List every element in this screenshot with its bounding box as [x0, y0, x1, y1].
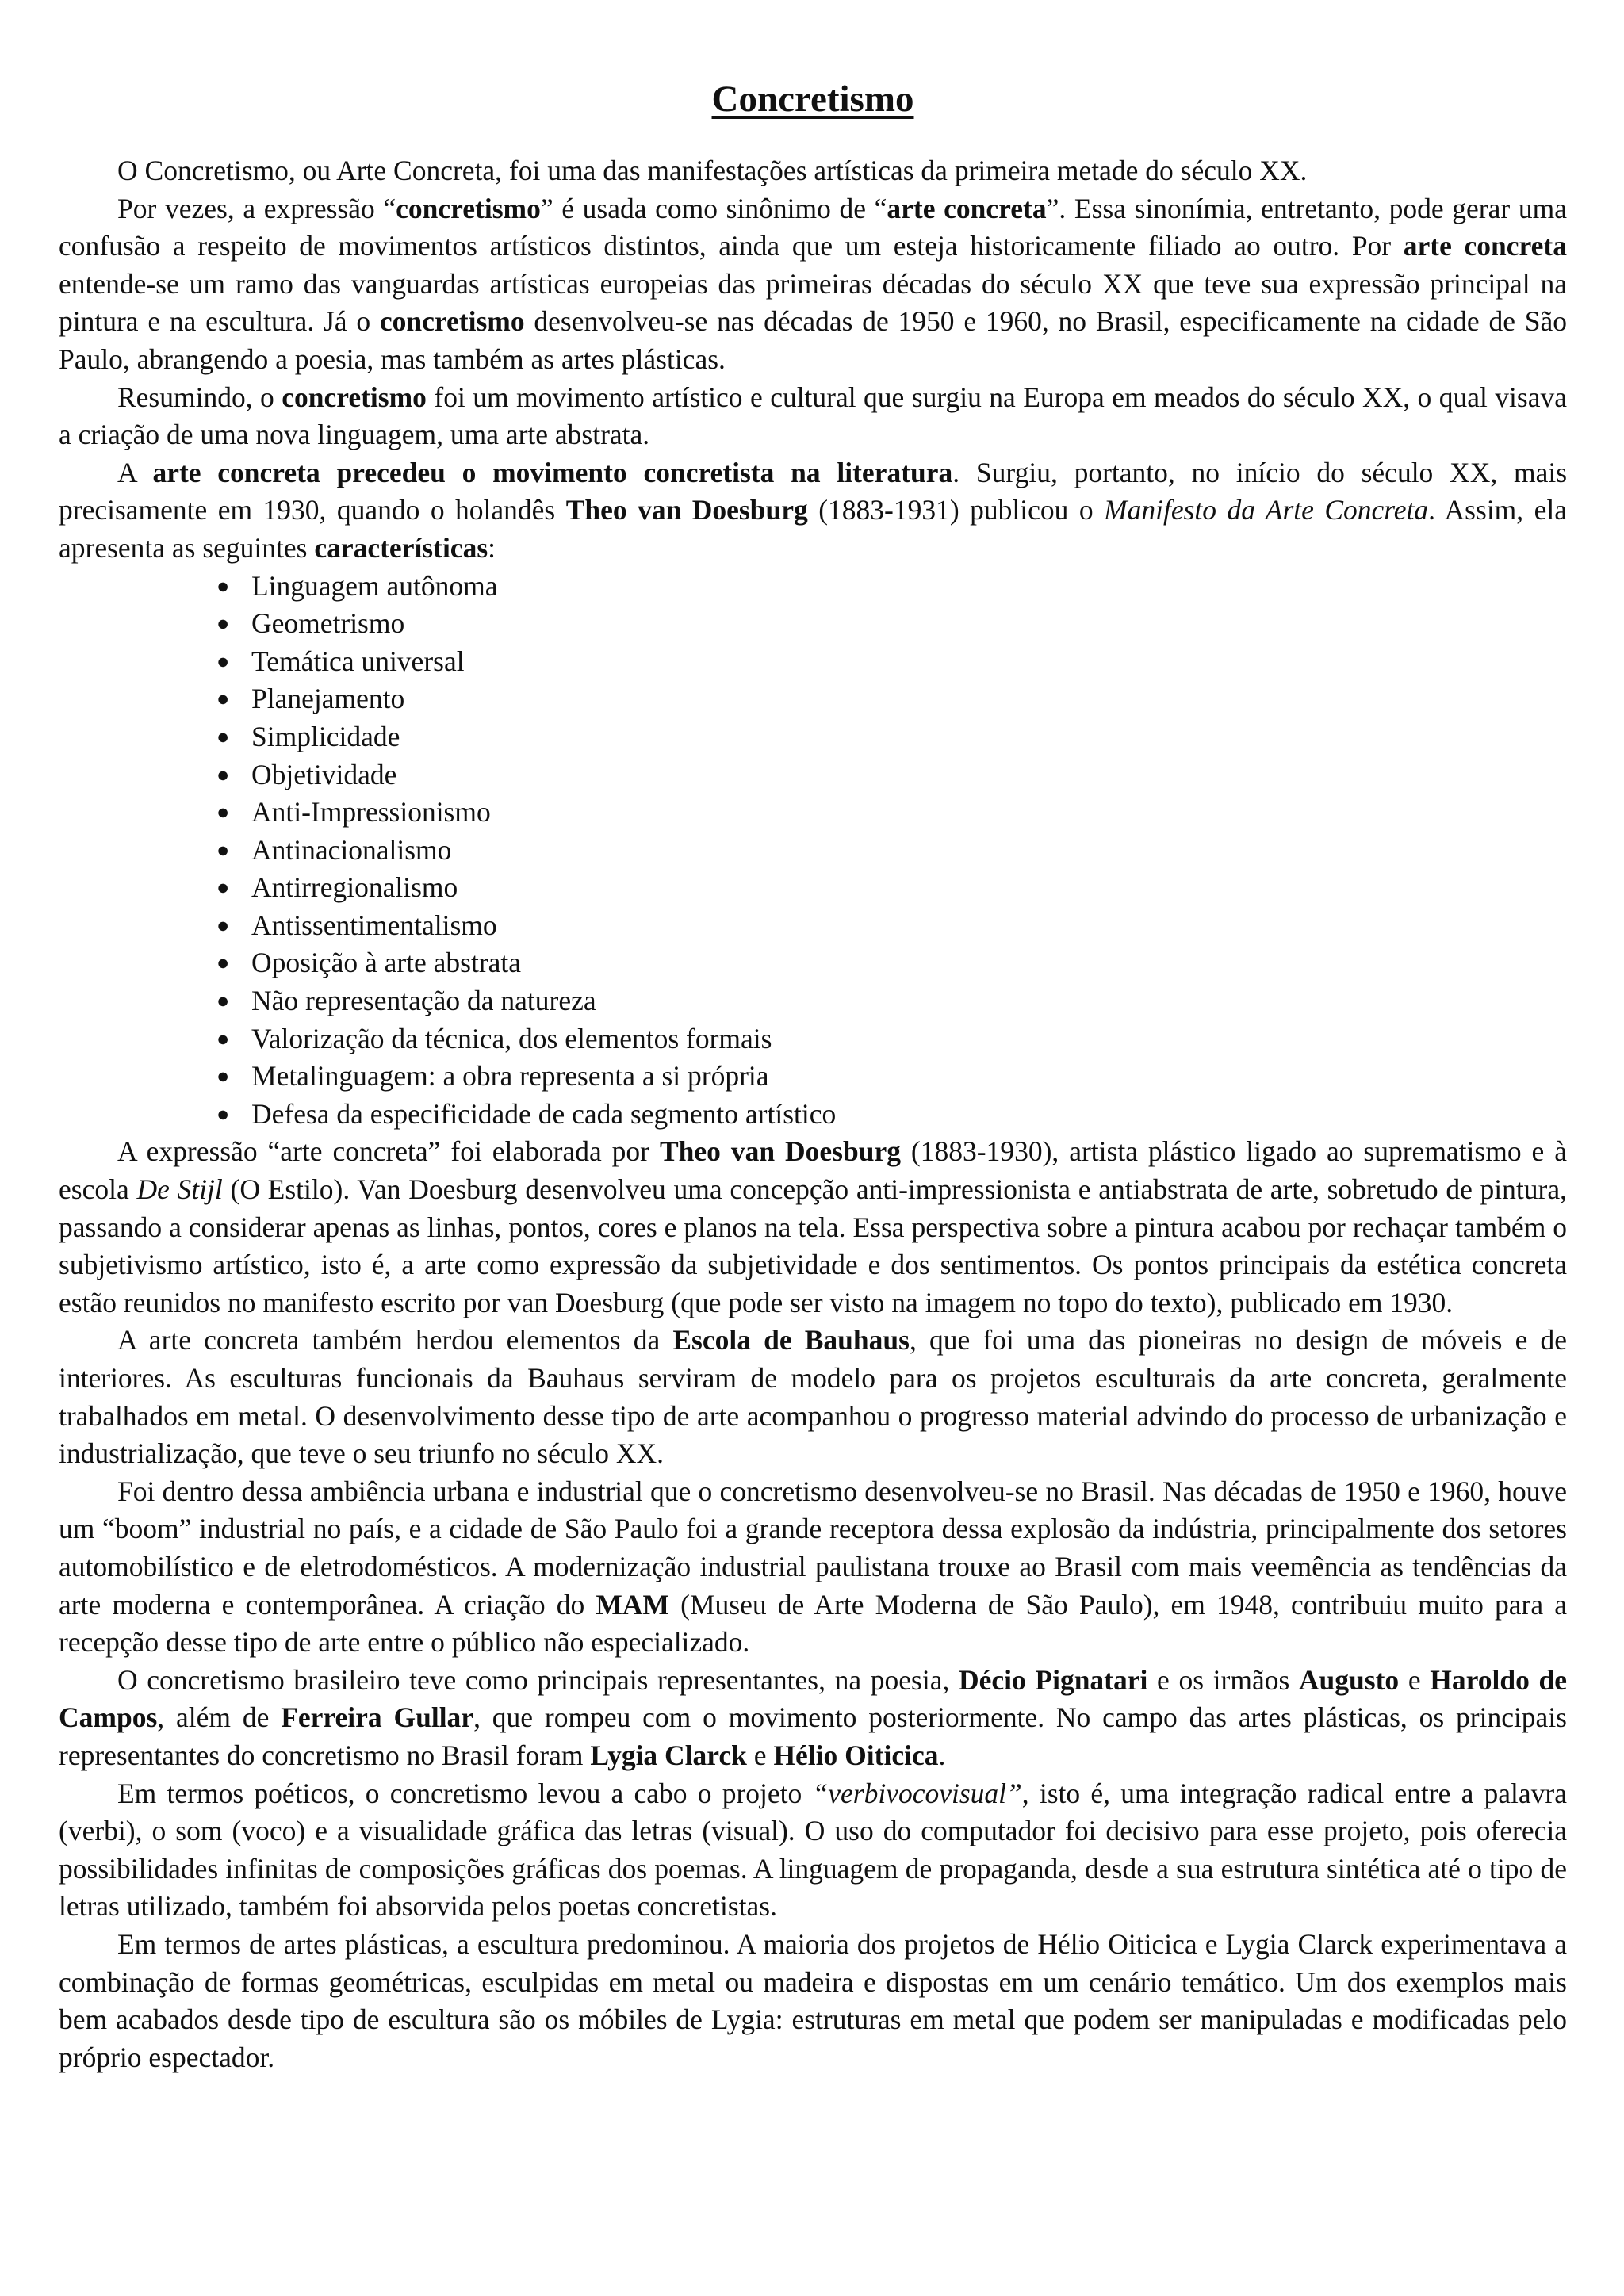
paragraph-text: . [938, 1739, 946, 1771]
list-item [216, 643, 1567, 681]
bullet-icon: ● [216, 1026, 230, 1050]
paragraph-text: , que rompeu com o movimento posteriormente. No campo das artes plásticas, os principais representantes do concretismo no Brasil foram [59, 1701, 1567, 1771]
paragraph-text: : [488, 531, 496, 564]
bold-term: Hélio Oiticica [773, 1739, 939, 1771]
list-item-text: Oposição à arte abstrata [251, 947, 522, 979]
bold-term: Décio Pignatari [958, 1663, 1148, 1696]
bullet-icon: ● [216, 1064, 230, 1089]
paragraph-text: Foi dentro dessa ambiência urbana e industrial que o concretismo desenvolveu-se no Brasil. Nas décadas de 1950 e 1960, houve um “boom” industrial no país, e a cidade de São Paulo foi a grande receptora dessa explosão da indústria, principalmente dos setores automobilístico e de eletrodomésticos. A modernização industrial paulistana trouxe ao Brasil com mais veemência as tendências da arte moderna e contemporânea. A criação do [59, 1475, 1567, 1621]
bullet-icon: ● [216, 989, 230, 1013]
paragraph-plastic-arts [59, 1926, 1567, 2076]
bold-term: concretismo [396, 192, 541, 224]
paragraph-text: ” é usada como sinônimo de “ [540, 192, 887, 224]
page-title: Concretismo [711, 78, 914, 120]
list-item [216, 982, 1567, 1020]
bold-term: arte concreta [887, 192, 1047, 224]
list-item-text: Antirregionalismo [251, 871, 458, 904]
bold-term: características [314, 531, 488, 564]
paragraph-text: , que foi uma das pioneiras no design de móveis e de interiores. As esculturas funcionais da Bauhaus serviram de modelo para os projetos esculturais da arte concreta, geralmente trabalhados em metal. O desenvolvimento desse tipo de arte acompanhou o progresso material advindo do processo de urbanização e industrialização, que teve o seu triunfo no século XX. [59, 1324, 1567, 1470]
bullet-icon: ● [216, 573, 230, 598]
bullet-icon: ● [216, 837, 230, 862]
bullet-icon: ● [216, 611, 230, 636]
paragraph-poetry [59, 1775, 1567, 1926]
paragraph-text: , isto é, uma integração radical entre a palavra (verbi), o som (voco) e a visualidade gráfica das letras (visual). O uso do computador foi decisivo para esse projeto, pois oferecia possibilidades infinitas de composições gráficas dos poemas. A linguagem de propaganda, desde a sua estrutura sintética até o tipo de letras utilizado, também foi absorvida pelos poetas concretistas. [59, 1777, 1568, 1923]
bold-term: Escola de Bauhaus [672, 1324, 910, 1357]
paragraph-text: (O Estilo). Van Doesburg desenvolveu uma concepção anti-impressionista e antiabstrata de arte, sobretudo de pintura, passando a considerar apenas as linhas, pontos, cores e planos na tela. Essa perspectiva sobre a pintura acabou por rechaçar também o subjetivismo artístico, isto é, a arte como expressão da subjetividade e dos sentimentos. Os pontos principais da estética concreta estão reunidos no manifesto escrito por van Doesburg (que pode ser visto na imagem no topo do texto), publicado em 1930. [59, 1173, 1567, 1318]
list-item-text: Simplicidade [251, 720, 400, 752]
list-item [216, 944, 1567, 982]
paragraph-text: , além de [157, 1701, 282, 1734]
bullet-icon: ● [216, 951, 230, 975]
list-item-text: Antinacionalismo [251, 833, 452, 866]
bold-term: Theo van Doesburg [659, 1135, 901, 1168]
bullet-icon: ● [216, 762, 230, 786]
bold-term: Lygia Clarck [590, 1739, 747, 1771]
paragraph-text: Em termos poéticos, o concretismo levou a cabo o projeto [117, 1777, 813, 1809]
list-item-text: Objetividade [251, 758, 397, 790]
list-item-text: Linguagem autônoma [251, 569, 498, 602]
bold-term: concretismo [282, 381, 427, 413]
paragraph-text: (Museu de Arte Moderna de São Paulo), em 1948, contribuiu muito para a recepção desse tipo de arte entre o público não especializado. [59, 1588, 1567, 1659]
paragraph-text: O Concretismo, ou Arte Concreta, foi uma das manifestações artísticas da primeira metade do século XX. [117, 155, 1308, 186]
paragraph-text: desenvolveu-se nas décadas de 1950 e 1960, no Brasil, especificamente na cidade de São Paulo, abrangendo a poesia, mas também as artes plásticas. [59, 305, 1567, 375]
paragraph-bauhaus [59, 1322, 1567, 1472]
paragraph-text: A arte concreta também herdou elementos da [117, 1324, 673, 1357]
list-item-text: Não representação da natureza [251, 985, 596, 1017]
bold-term: MAM [596, 1588, 670, 1621]
bullet-icon: ● [216, 800, 230, 825]
bullet-icon: ● [216, 724, 230, 748]
list-item-text: Defesa da especificidade de cada segmento artístico [251, 1097, 837, 1130]
paragraph-origin [59, 454, 1567, 568]
list-item-text: Metalinguagem: a obra representa a si própria [251, 1060, 769, 1093]
list-item [216, 1020, 1567, 1058]
list-item-text: Temática universal [251, 645, 465, 677]
paragraph-text: . Assim, ela apresenta as seguintes [59, 494, 1567, 564]
bullet-icon: ● [216, 1101, 230, 1126]
characteristics-list [59, 568, 1567, 1134]
paragraph-intro [59, 152, 1567, 190]
italic-title: Manifesto da Arte Concreta [1104, 494, 1429, 526]
list-item [216, 718, 1567, 756]
italic-term: “verbivocovisual” [812, 1777, 1022, 1809]
italic-title: De Stijl [136, 1173, 223, 1206]
paragraph-text: e [746, 1739, 774, 1771]
list-item-text: Planejamento [251, 683, 405, 715]
list-item-text: Valorização da técnica, dos elementos formais [251, 1022, 772, 1054]
paragraph-text: . Surgiu, portanto, no início do século XX, mais precisamente em 1930, quando o holandês [59, 456, 1568, 526]
list-item [216, 605, 1567, 643]
paragraph-text: Resumindo, o [117, 381, 282, 413]
list-item [216, 1058, 1567, 1096]
bullet-icon: ● [216, 913, 230, 937]
paragraph-text: A expressão “arte concreta” foi elaborada por [117, 1135, 660, 1168]
paragraph-text: Por vezes, a expressão “ [117, 192, 396, 224]
paragraph-text: (1883-1931) publicou o [807, 494, 1105, 526]
paragraph-text: e [1399, 1663, 1431, 1696]
bold-term: arte concreta precedeu o movimento concretista na literatura [152, 456, 953, 488]
bullet-icon: ● [216, 687, 230, 711]
bold-term: Haroldo de Campos [59, 1663, 1567, 1734]
paragraph-brazil [59, 1473, 1567, 1662]
bold-term: arte concreta [1403, 230, 1567, 262]
paragraph-text: ”. Essa sinonímia, entretanto, pode gerar uma confusão a respeito de movimentos artísticos distintos, ainda que um esteja historicamente filiado ao outro. Por [59, 192, 1567, 262]
paragraph-text: O concretismo brasileiro teve como principais representantes, na poesia, [117, 1663, 959, 1696]
list-item-text: Anti-Impressionismo [251, 796, 491, 828]
bold-term: Ferreira Gullar [281, 1701, 474, 1734]
bold-term: concretismo [379, 305, 525, 338]
list-item [216, 832, 1567, 870]
bold-term: Augusto [1298, 1663, 1400, 1696]
paragraph-text: foi um movimento artístico e cultural que surgiu na Europa em meados do século XX, o qual visava a criação de uma nova linguagem, uma arte abstrata. [59, 381, 1567, 451]
paragraph-doesburg [59, 1133, 1567, 1322]
paragraph-representatives [59, 1662, 1567, 1775]
bullet-icon: ● [216, 875, 230, 900]
paragraph-text: A [117, 456, 153, 488]
list-item [216, 680, 1567, 718]
list-item-text: Antissentimentalismo [251, 909, 497, 941]
paragraph-summary [59, 379, 1567, 454]
paragraph-text: e os irmãos [1147, 1663, 1299, 1696]
paragraph-text: entende-se um ramo das vanguardas artísticas europeias das primeiras décadas do século XX que teve sua expressão principal na pintura e na escultura. Já o [59, 267, 1567, 338]
bullet-icon: ● [216, 649, 230, 673]
list-item [216, 568, 1567, 606]
list-item-text: Geometrismo [251, 607, 405, 640]
bold-term: Theo van Doesburg [565, 494, 808, 526]
list-item [216, 907, 1567, 945]
paragraph-text: (1883-1930), artista plástico ligado ao suprematismo e à escola [59, 1135, 1568, 1206]
list-item [216, 1096, 1567, 1134]
list-item [216, 869, 1567, 907]
list-item [216, 794, 1567, 832]
paragraph-text: Em termos de artes plásticas, a escultura predominou. A maioria dos projetos de Hélio Oiticica e Lygia Clarck experimentava a combinação de formas geométricas, esculpidas em metal ou madeira e dispostas em um cenário temático. Um dos exemplos mais bem acabados desde tipo de escultura são os móbiles de Lygia: estruturas em metal que podem ser manipuladas e modificadas pelo próprio espectador. [59, 1927, 1567, 2073]
list-item [216, 756, 1567, 794]
paragraph-synonym [59, 190, 1567, 379]
